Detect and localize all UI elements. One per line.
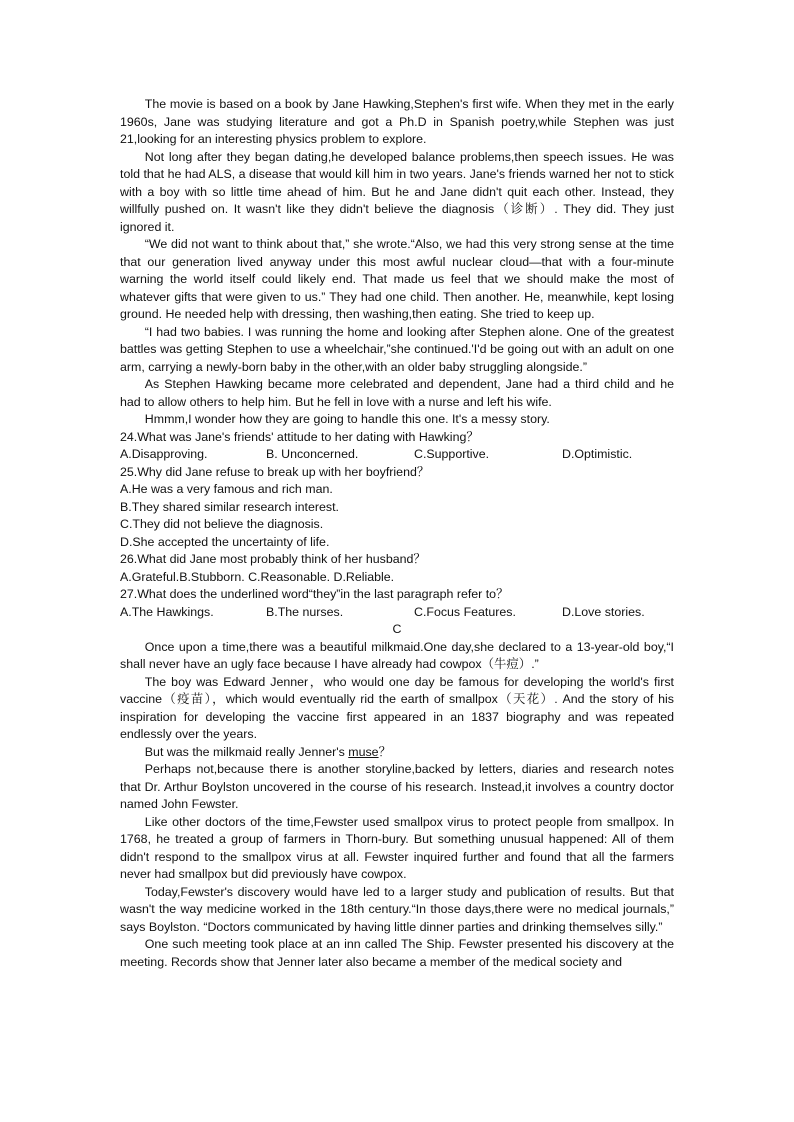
question-24-options <box>120 446 674 464</box>
option-a: A.He was a very famous and rich man. <box>120 482 333 496</box>
question-26-stem: 26.What did Jane most probably think of her husband？ <box>120 552 426 566</box>
paragraph: One such meeting took place at an inn called The Ship. Fewster presented his discovery at the meeting. Records show that Jenner later also became a member of the medical society and <box>120 937 674 969</box>
question-27-options <box>120 604 674 622</box>
option-b: B. Unconcerned. <box>266 447 359 461</box>
option-a: A.Disapproving. <box>120 447 208 461</box>
option-a: A.The Hawkings. <box>120 604 214 619</box>
text-run: ？ <box>378 744 391 759</box>
paragraph: Not long after they began dating,he developed balance problems,then speech issues. He was told that he had ALS, a disease that would kill him in two years. Jane's friends warned her not to stick with a boy with so little time ahead of him. But he and Jane didn't quit each other. Instead, they willfully pushed on. It wasn't like they didn't believe the diagnosis（诊断）. They did. They just ignored it. <box>120 149 674 234</box>
paragraph: Today,Fewster's discovery would have led to a larger study and publication of results. But that wasn't the way medicine worked in the 18th century.“In those days,there were no medical journals,” says Boylston. “Doctors communicated by having little dinner parties and drinking themselves silly.” <box>120 884 674 934</box>
paragraph: “I had two babies. I was running the home and looking after Stephen alone. One of the greatest battles was getting Stephen to use a wheelchair,”she continued.'I'd be going out with an adult on one arm, carrying a newly-born baby in the other,with an older baby struggling alongside.” <box>120 324 674 374</box>
option-d: D.She accepted the uncertainty of life. <box>120 534 330 549</box>
question-27-stem: 27.What does the underlined word“they”in the last paragraph refer to？ <box>120 587 509 601</box>
paragraph: “We did not want to think about that,” she wrote.“Also, we had this very strong sense at the time that our generation lived anyway under this most awful nuclear cloud—that with a four-minute warning the world itself could likely end. That made us feel that we should make the most of whatever gifts that were given to us.” They had one child. Then another. He, meanwhile, kept losing ground. He needed help with dressing, then washing,then eating. She tried to keep up. <box>120 237 674 321</box>
underlined-word: muse <box>348 744 379 759</box>
question-24-stem: 24.What was Jane's friends' attitude to her dating with Hawking？ <box>120 429 479 444</box>
text-run: But was the milkmaid really Jenner's <box>144 744 349 759</box>
option-b: B.They shared similar research interest. <box>120 499 339 514</box>
option-c: C.Supportive. <box>414 447 490 461</box>
option-d: D.Love stories. <box>562 604 645 619</box>
paragraph: Hmmm,I wonder how they are going to handle this one. It's a messy story. <box>144 412 550 426</box>
option-d: D.Optimistic. <box>562 447 633 461</box>
paragraph: The movie is based on a book by Jane Hawking,Stephen's first wife. When they met in the early 1960s, Jane was studying literature and got a Ph.D in Spanish poetry,while Stephen was just 21,looking for an interesting physics problem to explore. <box>120 97 674 146</box>
paragraph: As Stephen Hawking became more celebrated and dependent, Jane had a third child and he had to allow others to help him. But he fell in love with a nurse and left his wife. <box>120 377 674 409</box>
paragraph: Like other doctors of the time,Fewster used smallpox virus to protect people from smallpox. In 1768, he treated a group of farmers in Thorn-bury. But something unusual happened: All of them didn't respond to the smallpox virus at all. Fewster inquired further and found that all the farmers never had smallpox but did previously have cowpox. <box>120 814 674 881</box>
paragraph <box>120 744 674 762</box>
option-b: B.The nurses. <box>266 604 344 619</box>
option-c: C.Focus Features. <box>414 604 516 619</box>
section-heading: C <box>392 622 402 636</box>
question-25-stem: 25.Why did Jane refuse to break up with her boyfriend？ <box>120 464 430 479</box>
paragraph: The boy was Edward Jenner，who would one day be famous for developing the world's first vaccine（疫苗），which would eventually rid the earth of smallpox（天花）. And the story of his inspiration for developing the vaccine first appeared in an 1837 biography and was repeated endlessly over the years. <box>120 674 674 741</box>
paragraph: Once upon a time,there was a beautiful milkmaid.One day,she declared to a 13-year-old boy,“I shall never have an ugly face because I have already had cowpox（牛痘）.” <box>120 639 674 671</box>
option-c: C.They did not believe the diagnosis. <box>120 517 324 531</box>
paragraph: Perhaps not,because there is another storyline,backed by letters, diaries and research notes that Dr. Arthur Boylston uncovered in the course of his research. Instead,it involves a country doctor named John Fewster. <box>120 762 674 811</box>
question-26-options: A.Grateful.B.Stubborn. C.Reasonable. D.Reliable. <box>120 569 395 584</box>
document-body <box>120 96 674 971</box>
